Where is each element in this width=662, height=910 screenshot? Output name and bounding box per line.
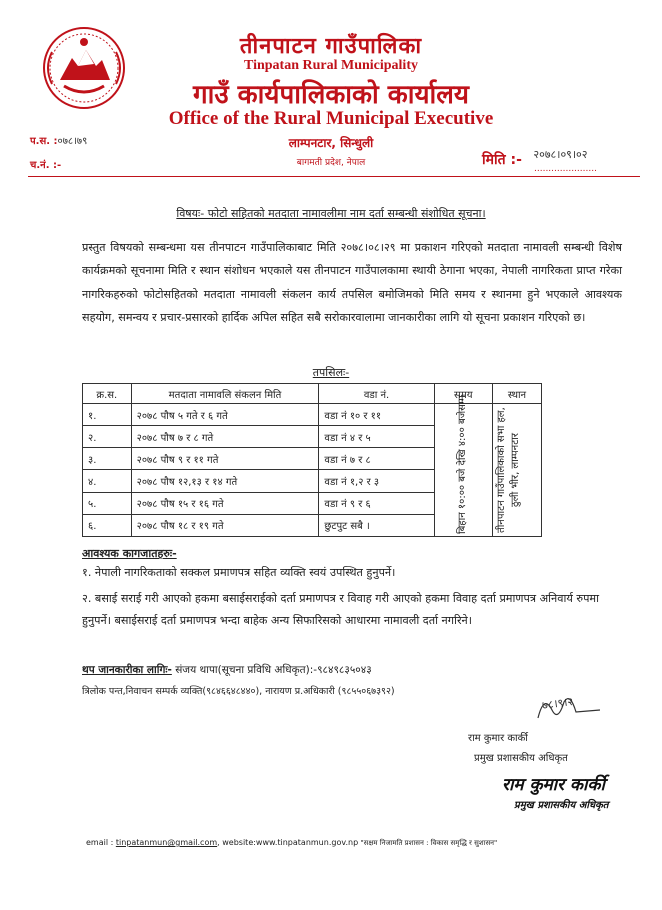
cell-sn: ३. <box>83 448 132 470</box>
table-row <box>83 404 542 426</box>
requirements-heading: आवश्यक कागजातहरुः- <box>82 547 177 560</box>
cell-date: २०७८ पौष १५ र १६ गते <box>131 492 319 514</box>
patra-label: प.स. : <box>30 136 58 147</box>
cell-sn: १. <box>83 404 132 426</box>
cell-ward: वडा नं १० र ११ <box>319 404 434 426</box>
cell-ward: वडा नं ७ र ८ <box>319 448 434 470</box>
cell-sn: ५. <box>83 492 132 514</box>
date-value: २०७८।०९।०२ <box>533 148 588 161</box>
date-line <box>482 148 597 174</box>
signatory-title: प्रमुख प्रशासकीय अधिकृत <box>474 753 568 764</box>
municipality-name-english: Tinpatan Rural Municipality <box>243 58 418 73</box>
col-header-place: स्थान <box>493 384 542 404</box>
col-header-ward: वडा नं. <box>319 384 434 404</box>
municipality-name-nepali: तीनपाटन गाउँपालिका <box>239 34 423 59</box>
requirement-item-1: १. नेपाली नागरिकताको सक्कल प्रमाणपत्र सहित व्यक्ति स्वयं उपस्थित हुनुपर्ने। <box>82 566 396 579</box>
footer-email-link[interactable]: tinpatanmun@gmail.com <box>115 838 218 847</box>
date-dots: ...................... <box>534 164 597 174</box>
cell-ward: छुटपुट सबै । <box>319 514 434 536</box>
cell-sn: ४. <box>83 470 132 492</box>
office-name-nepali: गाउँ कार्यपालिकाको कार्यालय <box>193 80 469 110</box>
more-info-contact-1: संजय थापा(सूचना प्रविधि अधिकृत):-९८४९८३५०४३ <box>171 664 372 676</box>
cell-date: २०७८ पौष १२,१३ र १४ गते <box>131 470 319 492</box>
stamp-name: राम कुमार कार्की <box>502 775 605 795</box>
cell-date: २०७८ पौष ७ र ८ गते <box>131 426 319 448</box>
stamp-title: प्रमुख प्रशासकीय अधिकृत <box>514 800 609 811</box>
signature-scribble <box>530 688 610 728</box>
office-location: लाम्पनटार, सिन्धुली <box>288 136 374 150</box>
cell-ward: वडा नं ९ र ६ <box>319 492 434 514</box>
cell-date: २०७८ पौष ५ गते र ६ गते <box>131 404 319 426</box>
cell-date: २०७८ पौष ९ र ११ गते <box>131 448 319 470</box>
footer-email-label: email : <box>86 838 116 847</box>
header-divider <box>28 176 640 177</box>
province-label: बागमती प्रदेश, नेपाल <box>296 158 366 168</box>
subject-line: विषयः- फोटो सहितको मतदाता नामावलीमा नाम दर्ता सम्बन्धी संशोधित सूचना। <box>176 207 486 220</box>
patra-value: ०७८।७९ <box>57 136 88 147</box>
place-text: तीनपाटन गाउँपालिकाको सभा हल, ठुली भीर, लाम्पनटार <box>496 407 521 533</box>
table-header-row <box>83 384 542 404</box>
time-text: बिहान १०:०० बजे देखि ४:०० बजेसम्म <box>457 395 469 534</box>
footer-motto: "सक्षम निजामति प्रशासन : विकास समृद्धि र सुशासन" <box>358 839 498 847</box>
date-label: मिति :- <box>482 152 522 168</box>
cell-sn: ६. <box>83 514 132 536</box>
body-paragraph: प्रस्तुत विषयको सम्बन्धमा यस तीनपाटन गाउँपालिकाबाट मिति २०७८।०८।२९ मा प्रकाशन गरिएको मतदाता नामावली सम्बन्धी विशेष कार्यक्रमको सूचनामा मिति र स्थान संशोधन भएकाले यस तीनपाटन गाउँपालकामा स्थायी ठेगाना भएका, नेपाली नागरिकता प्राप्त गरेका नागरिकहरुको फोटोसहितको मतदाता नामावली संकलन कार्य तपसिल बमोजिमको मिति समय र स्थानमा हुने भएकाले आवश्यक सहयोग, समन्वय र प्रचार-प्रसारको हार्दिक अपिल सहित सबै सरोकारवालामा जानकारीका लागि यो सूचना प्रकाशन गरिएको छ। <box>82 241 622 325</box>
chalani-label: च.नं. :- <box>30 160 62 171</box>
cell-sn: २. <box>83 426 132 448</box>
tapasil-heading: तपसिलः- <box>312 366 350 379</box>
handwritten-signature-date: ७८।९।२ <box>541 694 574 713</box>
more-info-line <box>82 663 372 677</box>
cell-ward: वडा नं ४ र ५ <box>319 426 434 448</box>
col-header-date: मतदाता नामावलि संकलन मिति <box>131 384 319 404</box>
signatory-name: राम कुमार कार्की <box>468 733 528 744</box>
requirement-item-2: २. बसाई सराई गरी आएको हकमा बसाईसराईको दर्ता प्रमाणपत्र र विवाह गरी आएको हकमा विवाह दर्ता प्रमाणपत्र अनिवार्य रुपमा हुनुपर्ने। बसाईसराई दर्ता प्रमाणपत्र भन्दा बाहेक अन्य सिफारिसको आधारमा नामावली दर्ता नगरिने। <box>82 592 600 627</box>
office-name-english: Office of the Rural Municipal Executive <box>168 108 494 129</box>
schedule-table <box>82 383 542 537</box>
cell-ward: वडा नं १,२ र ३ <box>319 470 434 492</box>
more-info-label: थप जानकारीका लागिः- <box>82 664 172 676</box>
patra-sankhya <box>30 133 87 147</box>
chalani-number <box>30 157 61 171</box>
footer-website: , website:www.tinpatanmun.gov.np <box>217 838 359 847</box>
footer <box>86 838 497 848</box>
more-info-contact-2: त्रिलोक पन्त,निवाचन सम्पर्क व्यक्ति(९८४६६४८४४०), नारायण प्र.अधिकारी (९८५५०६७३९२) <box>82 686 395 697</box>
col-header-time: समय <box>434 384 492 404</box>
col-header-sn: क्र.स. <box>83 384 132 404</box>
cell-place <box>493 404 542 537</box>
cell-date: २०७८ पौष १८ र १९ गते <box>131 514 319 536</box>
